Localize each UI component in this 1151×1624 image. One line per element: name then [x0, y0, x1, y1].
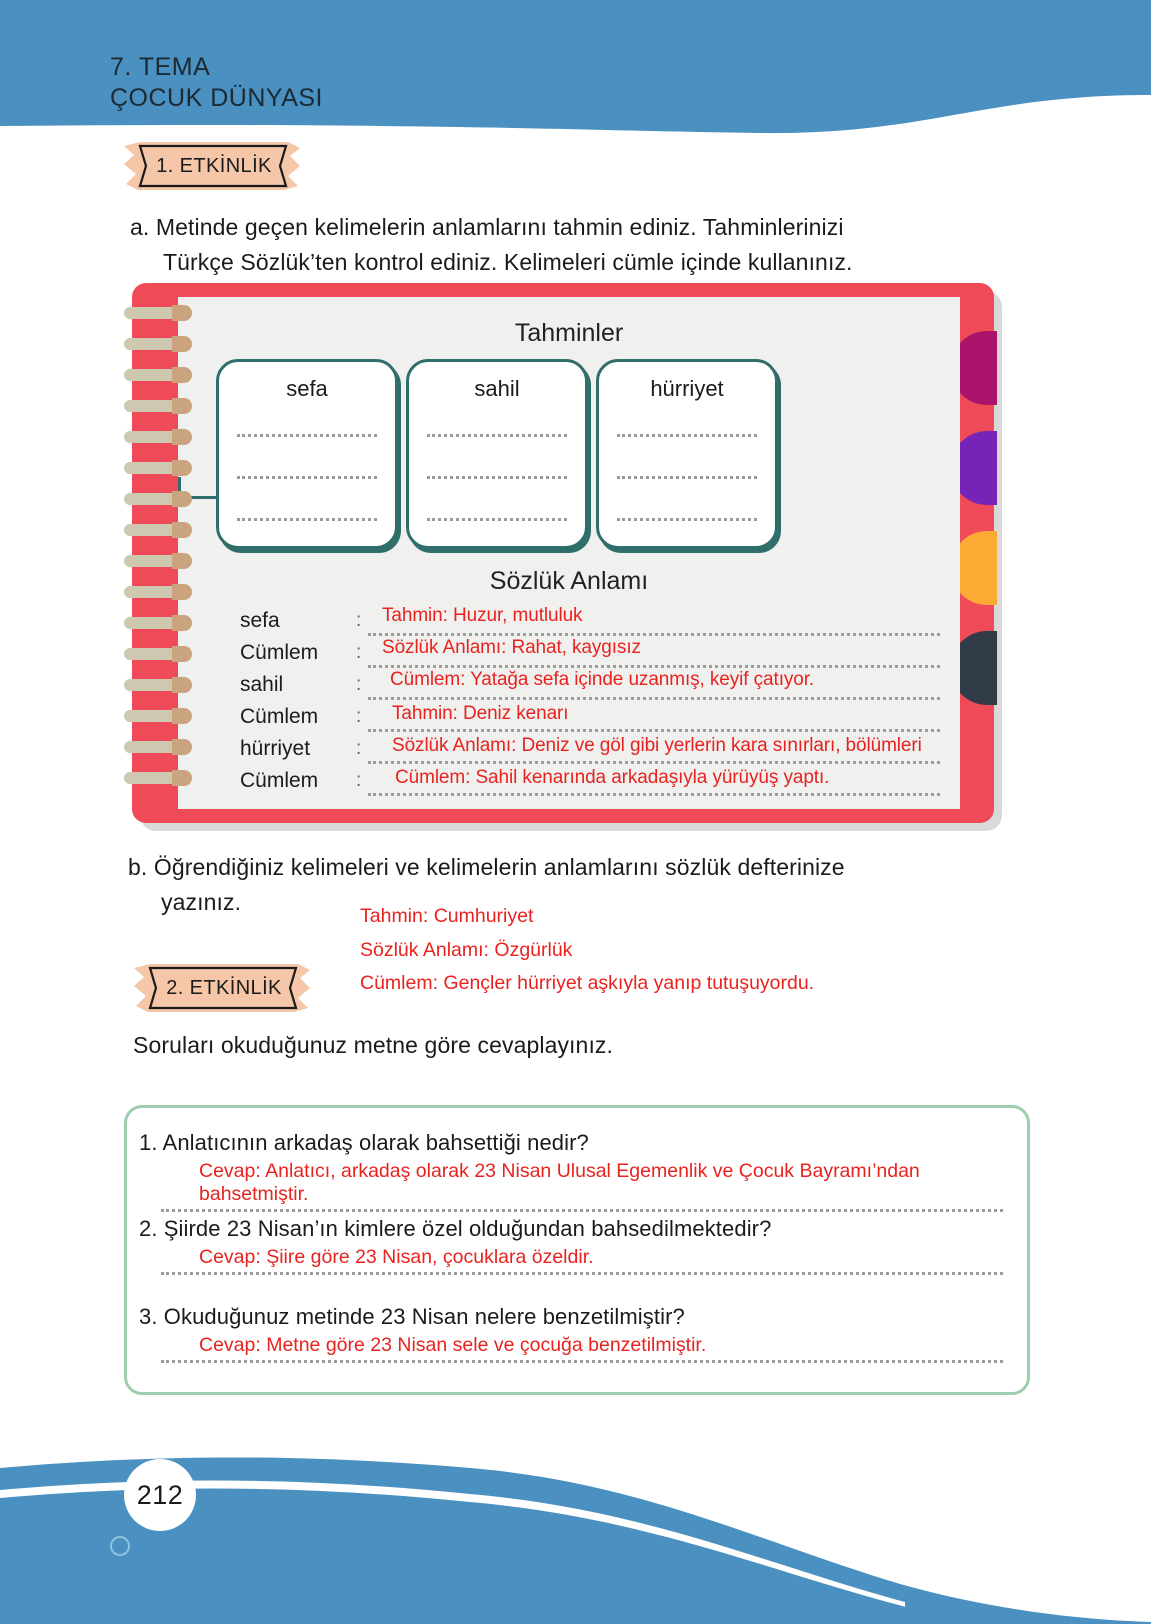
spiral-ring-hole — [172, 615, 192, 631]
spiral-ring-hole — [172, 429, 192, 445]
activity-1-label: 1. ETKİNLİK — [156, 154, 272, 177]
activity-2-banner — [128, 962, 314, 1014]
bubble-write-line[interactable] — [237, 434, 377, 437]
dictionary-key: sefa — [240, 609, 280, 632]
spiral-ring — [124, 739, 192, 755]
sozluk-anlami-title: Sözlük Anlamı — [489, 567, 649, 595]
bubble-word: hürriyet — [650, 376, 724, 401]
notebook-page-surface — [178, 297, 960, 809]
handwritten-answer: Tahmin: Deniz kenarı — [392, 703, 569, 724]
colon-separator: : — [356, 770, 362, 791]
notebook-spiral-binding — [124, 305, 198, 805]
handwritten-answer: Sözlük Anlamı: Deniz ve göl gibi yerlerin kara sınırları, bölümleri — [392, 735, 922, 756]
spiral-ring-hole — [172, 522, 192, 538]
answer-write-line[interactable] — [161, 1272, 1003, 1275]
dictionary-key: Cümlem — [240, 705, 319, 728]
bubble-write-line[interactable] — [617, 476, 757, 479]
activity-1-banner — [118, 140, 304, 192]
question-answer: Cevap: Anlatıcı, arkadaş olarak 23 Nisan Ulusal Egemenlik ve Çocuk Bayramı’ndan bahsetmiştir. — [199, 1160, 920, 1205]
handwritten-answer: Cümlem: Yatağa sefa içinde uzanmış, keyif çatıyor. — [390, 669, 815, 690]
bubble-write-line[interactable] — [427, 434, 567, 437]
theme-title — [110, 52, 323, 114]
prediction-bubble-sefa[interactable] — [216, 359, 398, 549]
question-item — [139, 1130, 1013, 1212]
spiral-ring-hole — [172, 677, 192, 693]
page-number-badge — [124, 1459, 196, 1531]
spiral-ring-hole — [172, 398, 192, 414]
colon-separator: : — [356, 610, 362, 631]
bubble-write-line[interactable] — [427, 476, 567, 479]
spiral-ring — [124, 553, 192, 569]
spiral-ring-hole — [172, 739, 192, 755]
handwritten-answer: Cümlem: Sahil kenarında arkadaşıyla yürüyüş yaptı. — [395, 767, 830, 788]
question-text: 2. Şiirde 23 Nisan’ın kimlere özel olduğundan bahsedilmektedir? — [139, 1216, 772, 1241]
instruction-b-line1: b. Öğrendiğiniz kelimeleri ve kelimelerin anlamlarını sözlük defterinize — [128, 854, 845, 880]
dictionary-key: Cümlem — [240, 641, 319, 664]
dictionary-row — [240, 705, 940, 737]
spiral-ring — [124, 677, 192, 693]
spiral-ring-hole — [172, 646, 192, 662]
answer-write-line[interactable] — [161, 1360, 1003, 1363]
spiral-ring-hole — [172, 553, 192, 569]
bubble-write-line[interactable] — [237, 476, 377, 479]
instruction-activity-2: Soruları okuduğunuz metne göre cevaplayınız. — [133, 1032, 614, 1058]
spiral-ring-hole — [172, 770, 192, 786]
question-answer: Cevap: Şiire göre 23 Nisan, çocuklara özeldir. — [199, 1246, 594, 1268]
spiral-ring — [124, 398, 192, 414]
spiral-ring — [124, 770, 192, 786]
spiral-ring — [124, 708, 192, 724]
dictionary-write-line[interactable] — [368, 729, 940, 732]
question-item — [139, 1216, 1013, 1275]
dictionary-write-line[interactable] — [368, 793, 940, 796]
dictionary-key: sahil — [240, 673, 284, 696]
handwritten-answer: Sözlük Anlamı: Rahat, kaygısız — [382, 637, 641, 658]
notebook-graphic — [132, 283, 1000, 829]
bubble-write-line[interactable] — [617, 434, 757, 437]
answer-b-line3: Cümlem: Gençler hürriyet aşkıyla yanıp tutuşuyordu. — [360, 972, 815, 995]
prediction-bubbles — [216, 359, 936, 551]
answer-b-line1: Tahmin: Cumhuriyet — [360, 905, 534, 927]
bubble-write-line[interactable] — [617, 518, 757, 521]
dictionary-rows — [240, 605, 940, 801]
colon-separator: : — [356, 674, 362, 695]
colon-separator: : — [356, 738, 362, 759]
spiral-ring-hole — [172, 708, 192, 724]
instruction-a — [130, 210, 1010, 279]
questions-box — [124, 1105, 1030, 1395]
instruction-b-line2: yazınız. — [161, 888, 242, 915]
instruction-a-line1: a. Metinde geçen kelimelerin anlamlarını tahmin ediniz. Tahminlerinizi — [130, 214, 844, 240]
prediction-bubble-hurriyet[interactable] — [596, 359, 778, 549]
spiral-ring — [124, 336, 192, 352]
answer-write-line[interactable] — [161, 1209, 1003, 1212]
dictionary-write-line[interactable] — [368, 665, 940, 668]
spiral-ring — [124, 522, 192, 538]
activity-2-label: 2. ETKİNLİK — [166, 976, 282, 999]
spiral-ring-hole — [172, 305, 192, 321]
dictionary-key: Cümlem — [240, 769, 319, 792]
theme-name: ÇOCUK DÜNYASI — [110, 84, 324, 112]
spiral-ring — [124, 429, 192, 445]
page-number: 212 — [136, 1479, 184, 1510]
spiral-ring-hole — [172, 460, 192, 476]
colon-separator: : — [356, 642, 362, 663]
spiral-ring — [124, 646, 192, 662]
bubble-write-line[interactable] — [427, 518, 567, 521]
question-item — [139, 1304, 1013, 1363]
spiral-ring-hole — [172, 491, 192, 507]
bubble-word: sefa — [286, 376, 328, 401]
question-text: 1. Anlatıcının arkadaş olarak bahsettiği nedir? — [139, 1130, 589, 1155]
spiral-ring — [124, 367, 192, 383]
dictionary-write-line[interactable] — [368, 697, 940, 700]
bubble-write-line[interactable] — [237, 518, 377, 521]
question-answer: Cevap: Metne göre 23 Nisan sele ve çocuğa benzetilmiştir. — [199, 1334, 707, 1356]
tahminler-title: Tahminler — [514, 319, 624, 347]
dictionary-write-line[interactable] — [368, 633, 940, 636]
handwritten-answer-b — [360, 900, 814, 1001]
handwritten-answer: Tahmin: Huzur, mutluluk — [382, 605, 583, 626]
spiral-ring — [124, 615, 192, 631]
spiral-ring — [124, 460, 192, 476]
spiral-ring-hole — [172, 584, 192, 600]
instruction-a-line2: Türkçe Sözlük’ten kontrol ediniz. Kelimeleri cümle içinde kullanınız. — [163, 248, 853, 275]
dictionary-key: hürriyet — [240, 737, 311, 760]
spiral-ring-hole — [172, 367, 192, 383]
spiral-ring — [124, 491, 192, 507]
theme-number: 7. TEMA — [110, 53, 211, 81]
question-text: 3. Okuduğunuz metinde 23 Nisan nelere benzetilmiştir? — [139, 1304, 685, 1329]
spiral-ring — [124, 584, 192, 600]
spiral-ring — [124, 305, 192, 321]
answer-b-line2: Sözlük Anlamı: Özgürlük — [360, 938, 573, 961]
dictionary-write-line[interactable] — [368, 761, 940, 764]
bubble-word: sahil — [474, 376, 520, 401]
spiral-ring-hole — [172, 336, 192, 352]
prediction-bubble-sahil[interactable] — [406, 359, 588, 549]
colon-separator: : — [356, 706, 362, 727]
